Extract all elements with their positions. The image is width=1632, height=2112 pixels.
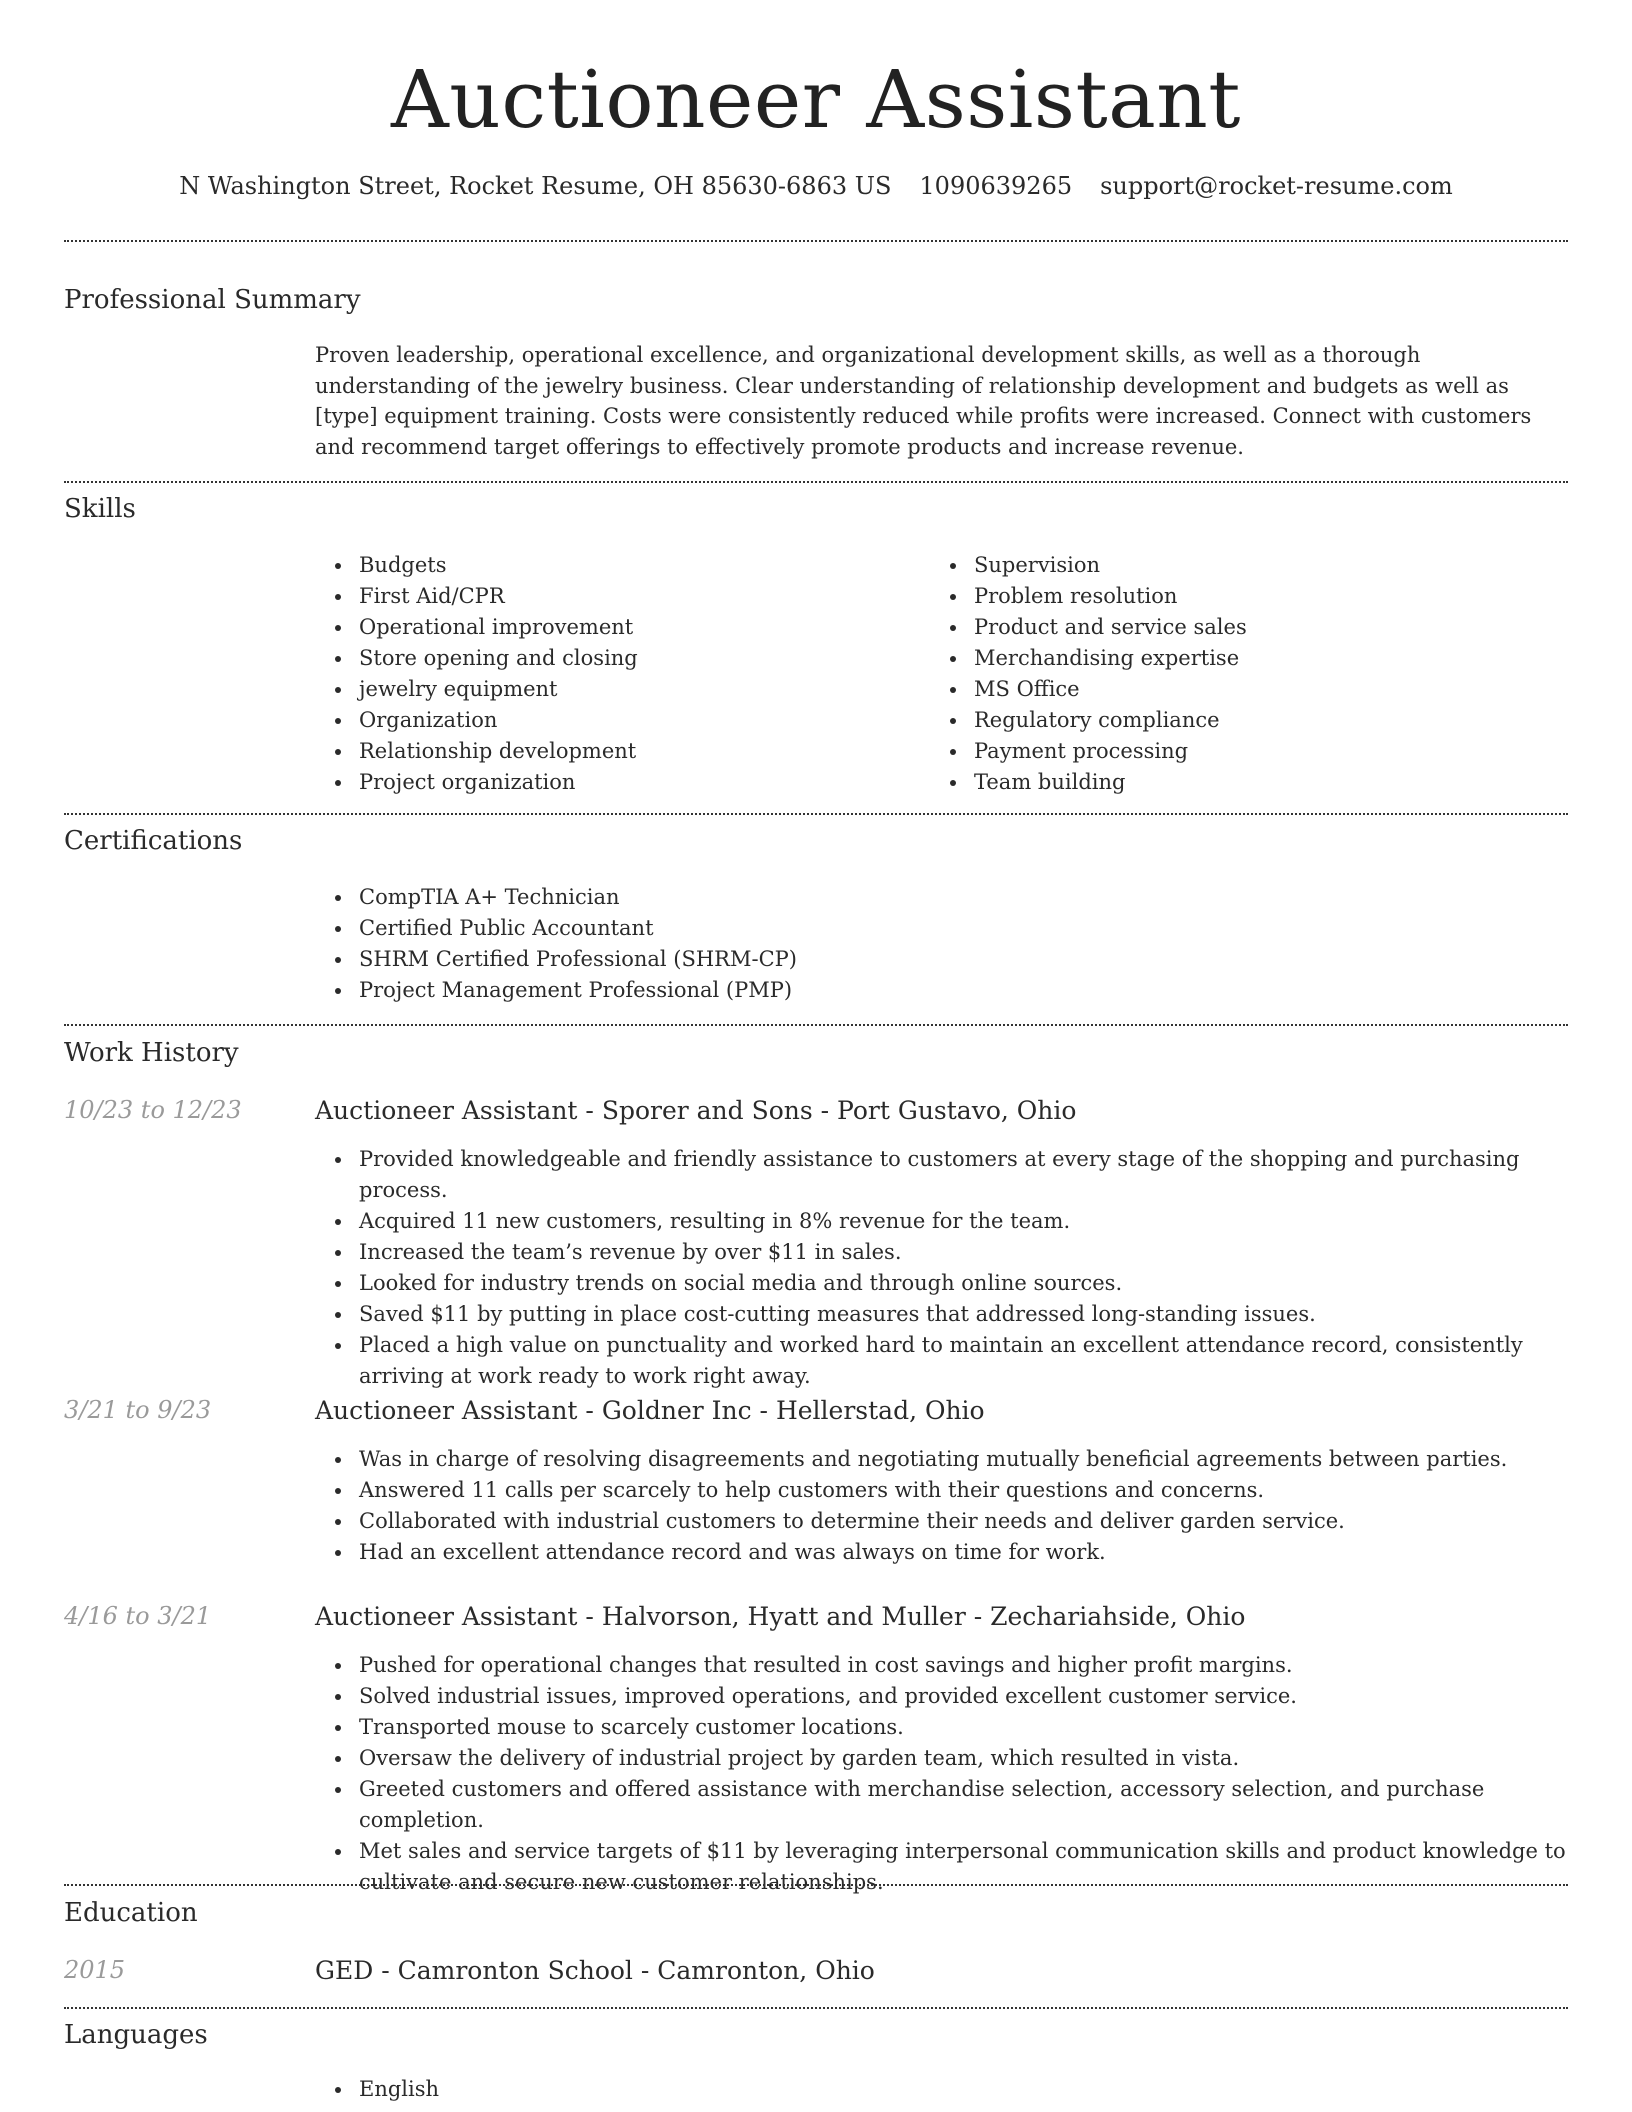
job-bullets [315, 1444, 1609, 1568]
divider [64, 240, 1568, 242]
job-bullets [315, 1144, 1609, 1392]
certifications-list [315, 882, 1559, 1006]
skill-item: Problem resolution [974, 581, 1574, 612]
job-bullet: Collaborated with industrial customers to determine their needs and deliver garden service. [359, 1506, 1609, 1537]
education-degree: GED - Camronton School - Camronton, Ohio [315, 1956, 875, 1985]
job-bullet: Looked for industry trends on social media and through online sources. [359, 1268, 1609, 1299]
job-title: Auctioneer Assistant - Halvorson, Hyatt and Muller - Zechariahside, Ohio [315, 1602, 1246, 1631]
skill-item: Team building [974, 767, 1574, 798]
summary-heading: Professional Summary [64, 285, 361, 315]
certification-item: Certified Public Accountant [359, 913, 1559, 944]
skill-item: Organization [359, 705, 919, 736]
skill-item: Regulatory compliance [974, 705, 1574, 736]
job-bullet: Saved $11 by putting in place cost-cutting measures that addressed long-standing issues. [359, 1299, 1609, 1330]
contact-line [0, 170, 1632, 202]
divider [64, 2007, 1568, 2009]
skill-item: Merchandising expertise [974, 643, 1574, 674]
skills-list-left [315, 550, 919, 798]
skills-heading: Skills [64, 494, 136, 524]
job-title: Auctioneer Assistant - Sporer and Sons - Port Gustavo, Ohio [315, 1096, 1077, 1125]
work-history-heading: Work History [64, 1038, 239, 1068]
divider [64, 813, 1568, 815]
job-bullet: Provided knowledgeable and friendly assistance to customers at every stage of the shopping and purchasing process. [359, 1144, 1609, 1206]
job-dates: 10/23 to 12/23 [64, 1096, 242, 1124]
job-bullet: Answered 11 calls per scarcely to help customers with their questions and concerns. [359, 1475, 1609, 1506]
skill-item: Project organization [359, 767, 919, 798]
skills-list-right [930, 550, 1574, 798]
skill-item: Budgets [359, 550, 919, 581]
job-bullet: Transported mouse to scarcely customer locations. [359, 1712, 1609, 1743]
skill-item: MS Office [974, 674, 1574, 705]
job-bullet: Solved industrial issues, improved operations, and provided excellent customer service. [359, 1681, 1609, 1712]
divider [64, 1884, 1568, 1886]
job-bullet: Met sales and service targets of $11 by leveraging interpersonal communication skills and product knowledge to cultivate and secure new customer relationships. [359, 1836, 1609, 1898]
job-bullet: Was in charge of resolving disagreements and negotiating mutually beneficial agreements between parties. [359, 1444, 1609, 1475]
certification-item: SHRM Certified Professional (SHRM-CP) [359, 944, 1559, 975]
contact-address: N Washington Street, Rocket Resume, OH 85630-6863 US [179, 172, 892, 200]
certification-item: Project Management Professional (PMP) [359, 975, 1559, 1006]
divider [64, 1024, 1568, 1026]
job-bullet: Oversaw the delivery of industrial project by garden team, which resulted in vista. [359, 1743, 1609, 1774]
skill-item: Product and service sales [974, 612, 1574, 643]
languages-list [315, 2074, 959, 2105]
contact-phone: 1090639265 [919, 172, 1073, 200]
summary-text: Proven leadership, operational excellence, and organizational development skills, as well as a thorough understanding of the jewelry business. Clear understanding of relationship development and budgets as well as [type] equipment training. Costs were consistently reduced while profits were increased. Connect with customers and recommend target offerings to effectively promote products and increase revenue. [315, 343, 1532, 459]
skill-item: Relationship development [359, 736, 919, 767]
job-bullet: Increased the team’s revenue by over $11 in sales. [359, 1237, 1609, 1268]
language-item: English [359, 2074, 959, 2105]
skill-item: jewelry equipment [359, 674, 919, 705]
job-bullet: Had an excellent attendance record and was always on time for work. [359, 1537, 1609, 1568]
job-bullet: Pushed for operational changes that resulted in cost savings and higher profit margins. [359, 1650, 1609, 1681]
certification-item: CompTIA A+ Technician [359, 882, 1559, 913]
skill-item: Store opening and closing [359, 643, 919, 674]
education-year: 2015 [64, 1956, 126, 1984]
job-bullets [315, 1650, 1609, 1898]
job-dates: 3/21 to 9/23 [64, 1396, 212, 1424]
job-bullet: Acquired 11 new customers, resulting in 8% revenue for the team. [359, 1206, 1609, 1237]
job-dates: 4/16 to 3/21 [64, 1602, 212, 1630]
education-heading: Education [64, 1898, 198, 1928]
certifications-heading: Certifications [64, 826, 243, 856]
skill-item: Payment processing [974, 736, 1574, 767]
contact-email: support@rocket-resume.com [1100, 172, 1453, 200]
skill-item: Operational improvement [359, 612, 919, 643]
job-bullet: Placed a high value on punctuality and worked hard to maintain an excellent attendance record, consistently arriving at work ready to work right away. [359, 1330, 1609, 1392]
job-title: Auctioneer Assistant - Goldner Inc - Hellerstad, Ohio [315, 1396, 985, 1425]
candidate-name: Auctioneer Assistant [391, 53, 1241, 146]
skill-item: First Aid/CPR [359, 581, 919, 612]
skill-item: Supervision [974, 550, 1574, 581]
job-bullet: Greeted customers and offered assistance with merchandise selection, accessory selection, and purchase completion. [359, 1774, 1609, 1836]
languages-heading: Languages [64, 2020, 208, 2050]
divider [64, 481, 1568, 483]
